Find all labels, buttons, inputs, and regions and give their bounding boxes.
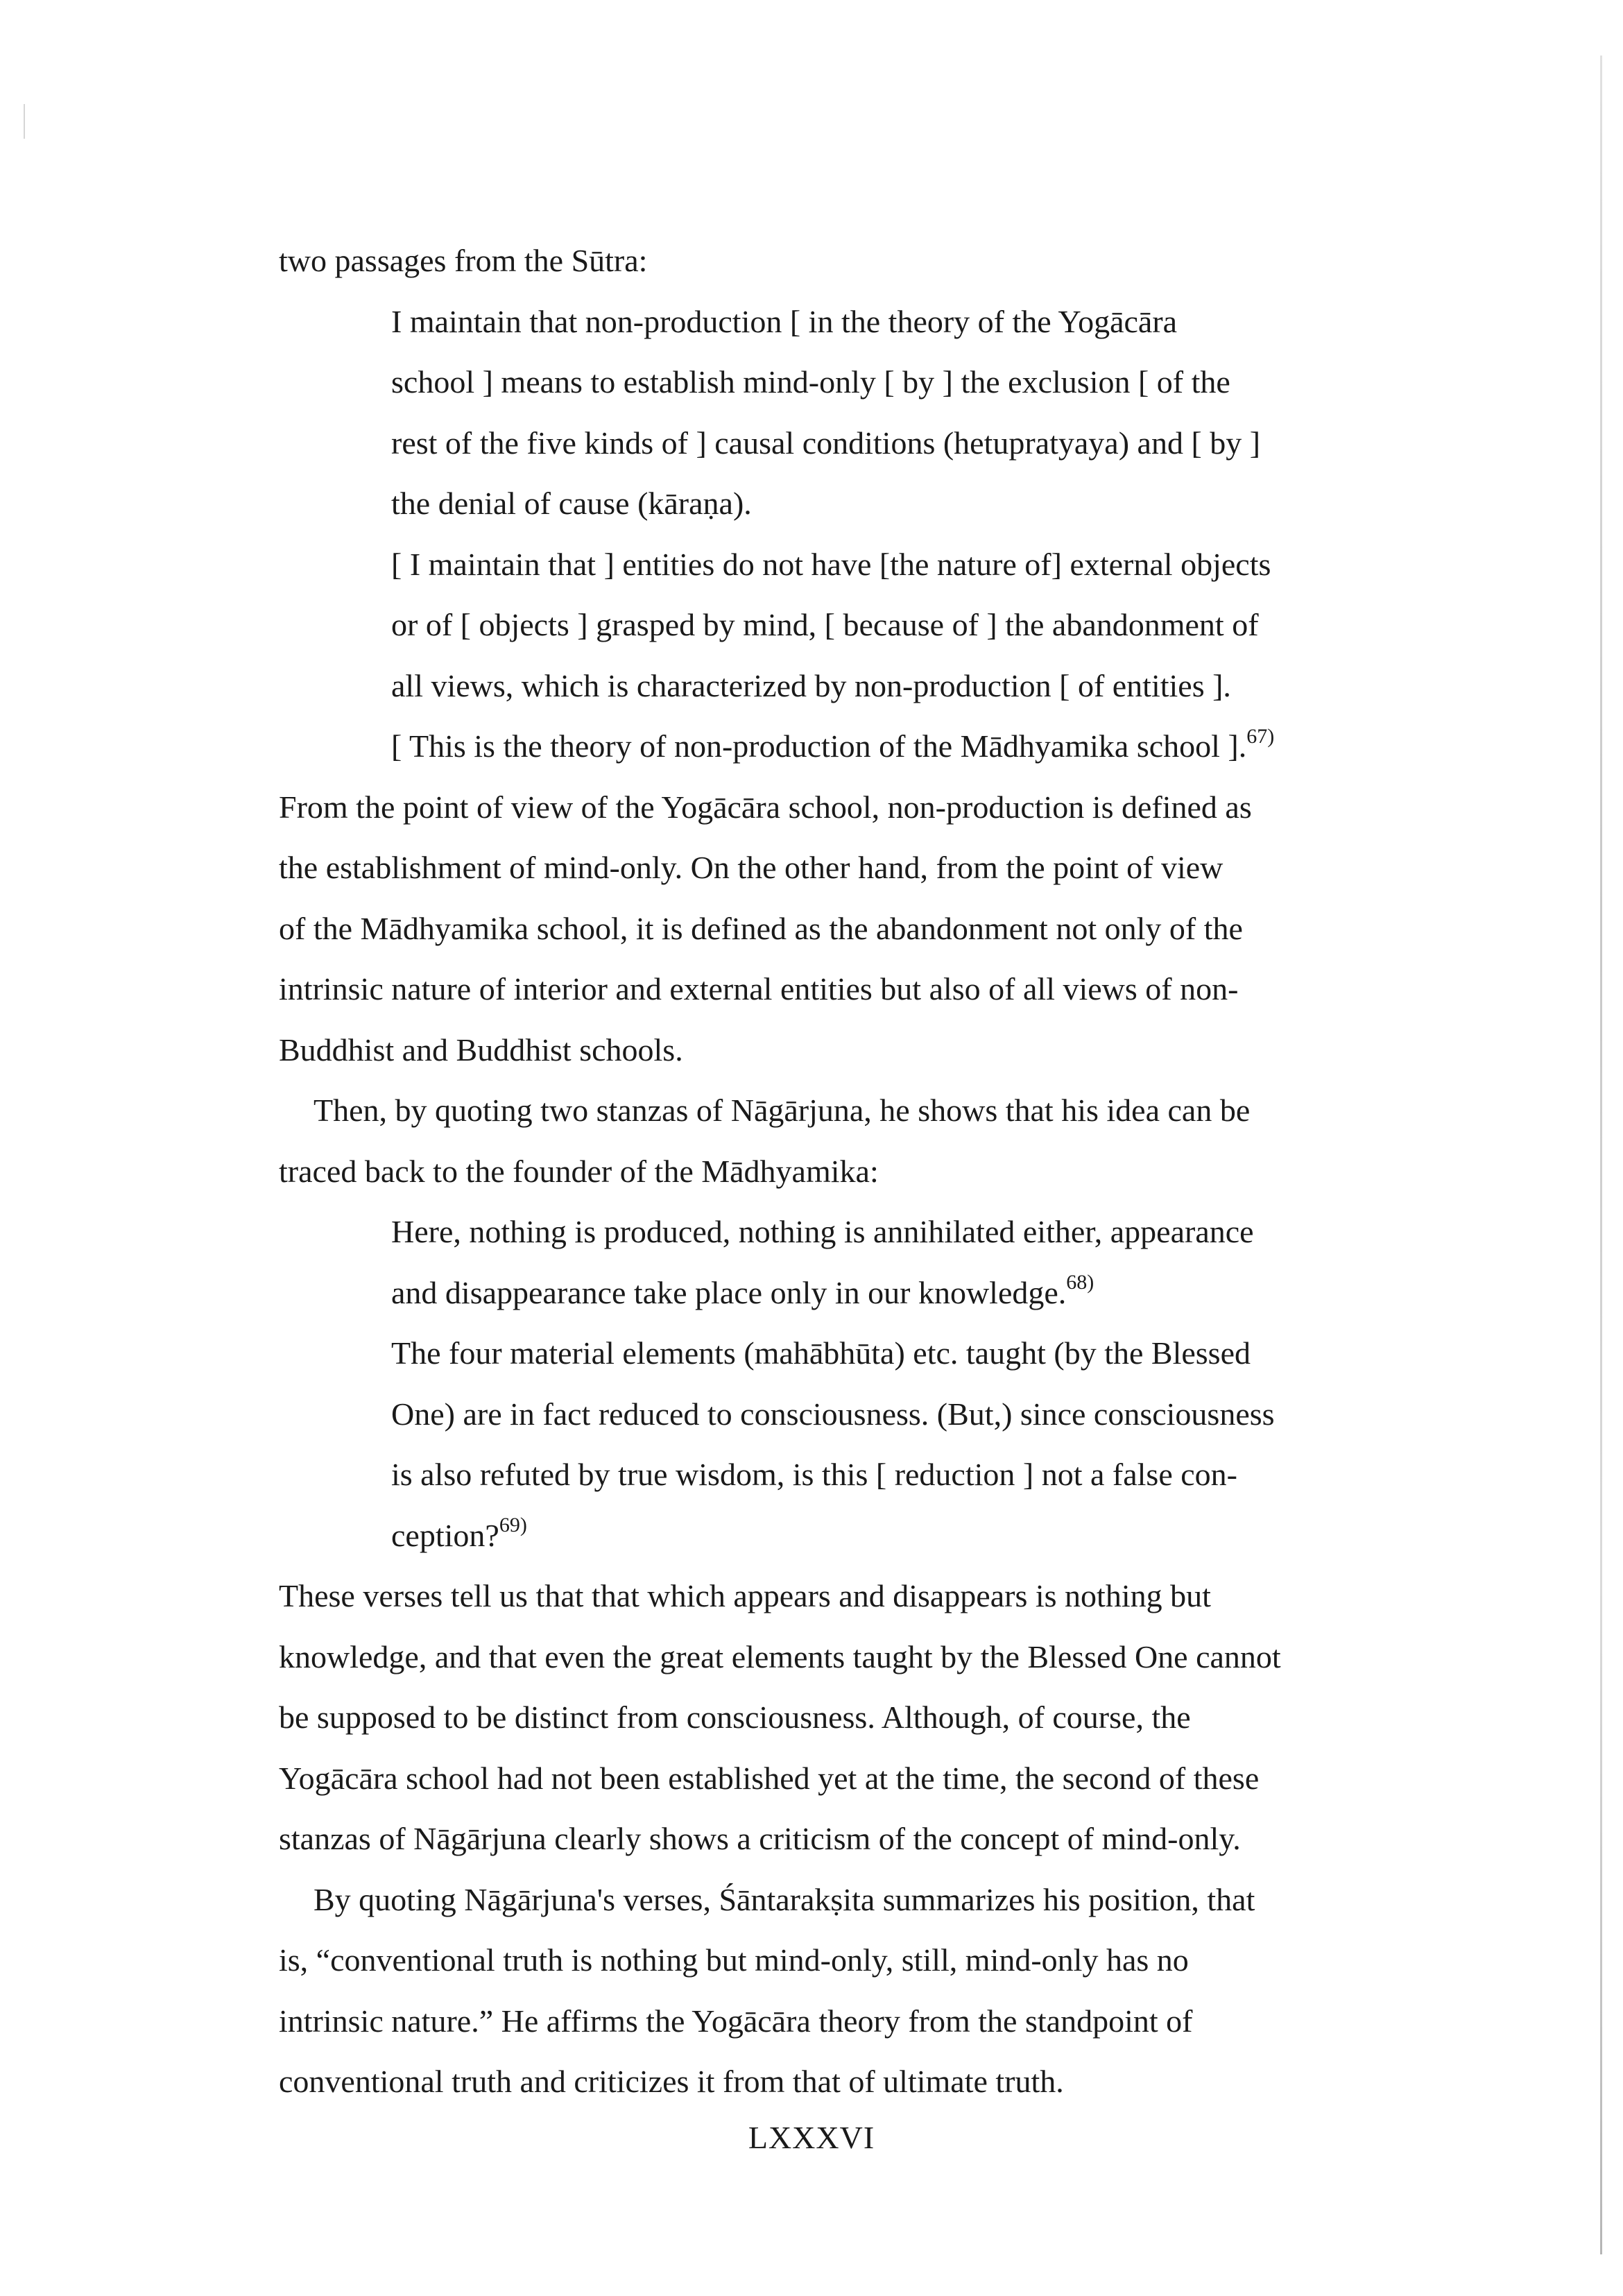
quote-line: [279, 1505, 1416, 1566]
quote-line: The four material elements (mahābhūta) etc. taught (by the Blessed: [391, 1335, 1251, 1371]
quote-line: is also refuted by true wisdom, is this [ reduction ] not a false con-: [391, 1457, 1237, 1492]
body-text: [279, 230, 1416, 2112]
quote-line: Here, nothing is produced, nothing is annihilated either, appearance: [391, 1214, 1254, 1249]
text-line: conventional truth and criticizes it from that of ultimate truth.: [279, 2064, 1064, 2099]
text-line: Yogācāra school had not been established yet at the time, the second of these: [279, 1760, 1260, 1796]
footnote-ref-68: 68): [1066, 1271, 1094, 1294]
text-line: knowledge, and that even the great elements taught by the Blessed One cannot: [279, 1638, 1281, 1674]
text-line: two passages from the Sūtra:: [279, 243, 648, 278]
quote-line: [279, 716, 1416, 777]
text-line: These verses tell us that that which appears and disappears is nothing but: [279, 1578, 1211, 1613]
text-line: traced back to the founder of the Mādhyamika:: [279, 1153, 879, 1189]
text-line: be supposed to be distinct from consciousness. Although, of course, the: [279, 1699, 1191, 1735]
quote-text: ception?: [391, 1517, 499, 1553]
quote-line: [ I maintain that ] entities do not have [the nature of] external objects: [391, 546, 1271, 582]
text-line: is, “conventional truth is nothing but mind-only, still, mind-only has no: [279, 1942, 1189, 1978]
text-line: stanzas of Nāgārjuna clearly shows a criticism of the concept of mind-only.: [279, 1821, 1241, 1856]
text-line: intrinsic nature.” He affirms the Yogācāra theory from the standpoint of: [279, 2003, 1193, 2039]
paragraph-first-line: Then, by quoting two stanzas of Nāgārjuna, he shows that his idea can be: [314, 1093, 1251, 1128]
quote-line: all views, which is characterized by non-production [ of entities ].: [391, 667, 1231, 703]
text-line: intrinsic nature of interior and external entities but also of all views of non-: [279, 971, 1239, 1006]
quote-line: [279, 1262, 1416, 1323]
footnote-ref-67: 67): [1246, 724, 1275, 748]
text-line: the establishment of mind-only. On the other hand, from the point of view: [279, 850, 1223, 885]
paragraph-first-line: By quoting Nāgārjuna's verses, Śāntarakṣita summarizes his position, that: [314, 1881, 1255, 1917]
scan-edge-left: [24, 104, 25, 139]
quote-line: One) are in fact reduced to consciousness. (But,) since consciousness: [391, 1396, 1275, 1432]
text-line: From the point of view of the Yogācāra school, non-production is defined as: [279, 789, 1252, 825]
page-number: LXXXVI: [748, 2120, 875, 2155]
text-line: Buddhist and Buddhist schools.: [279, 1031, 683, 1068]
quote-line: or of [ objects ] grasped by mind, [ because of ] the abandonment of: [391, 607, 1259, 642]
quote-text: [ This is the theory of non-production of the Mādhyamika school ].: [391, 728, 1247, 764]
quote-line: school ] means to establish mind-only [ by ] the exclusion [ of the: [391, 364, 1230, 400]
quote-line: I maintain that non-production [ in the theory of the Yogācāra: [391, 303, 1178, 339]
quote-text: and disappearance take place only in our knowledge.: [391, 1274, 1067, 1310]
footnote-ref-69: 69): [499, 1514, 527, 1537]
quote-line: rest of the five kinds of ] causal conditions (hetupratyaya) and [ by ]: [391, 425, 1261, 461]
scan-edge-right: [1600, 55, 1602, 2254]
quote-line: the denial of cause (kāraṇa).: [391, 486, 752, 521]
text-line: of the Mādhyamika school, it is defined as the abandonment not only of the: [279, 910, 1243, 946]
